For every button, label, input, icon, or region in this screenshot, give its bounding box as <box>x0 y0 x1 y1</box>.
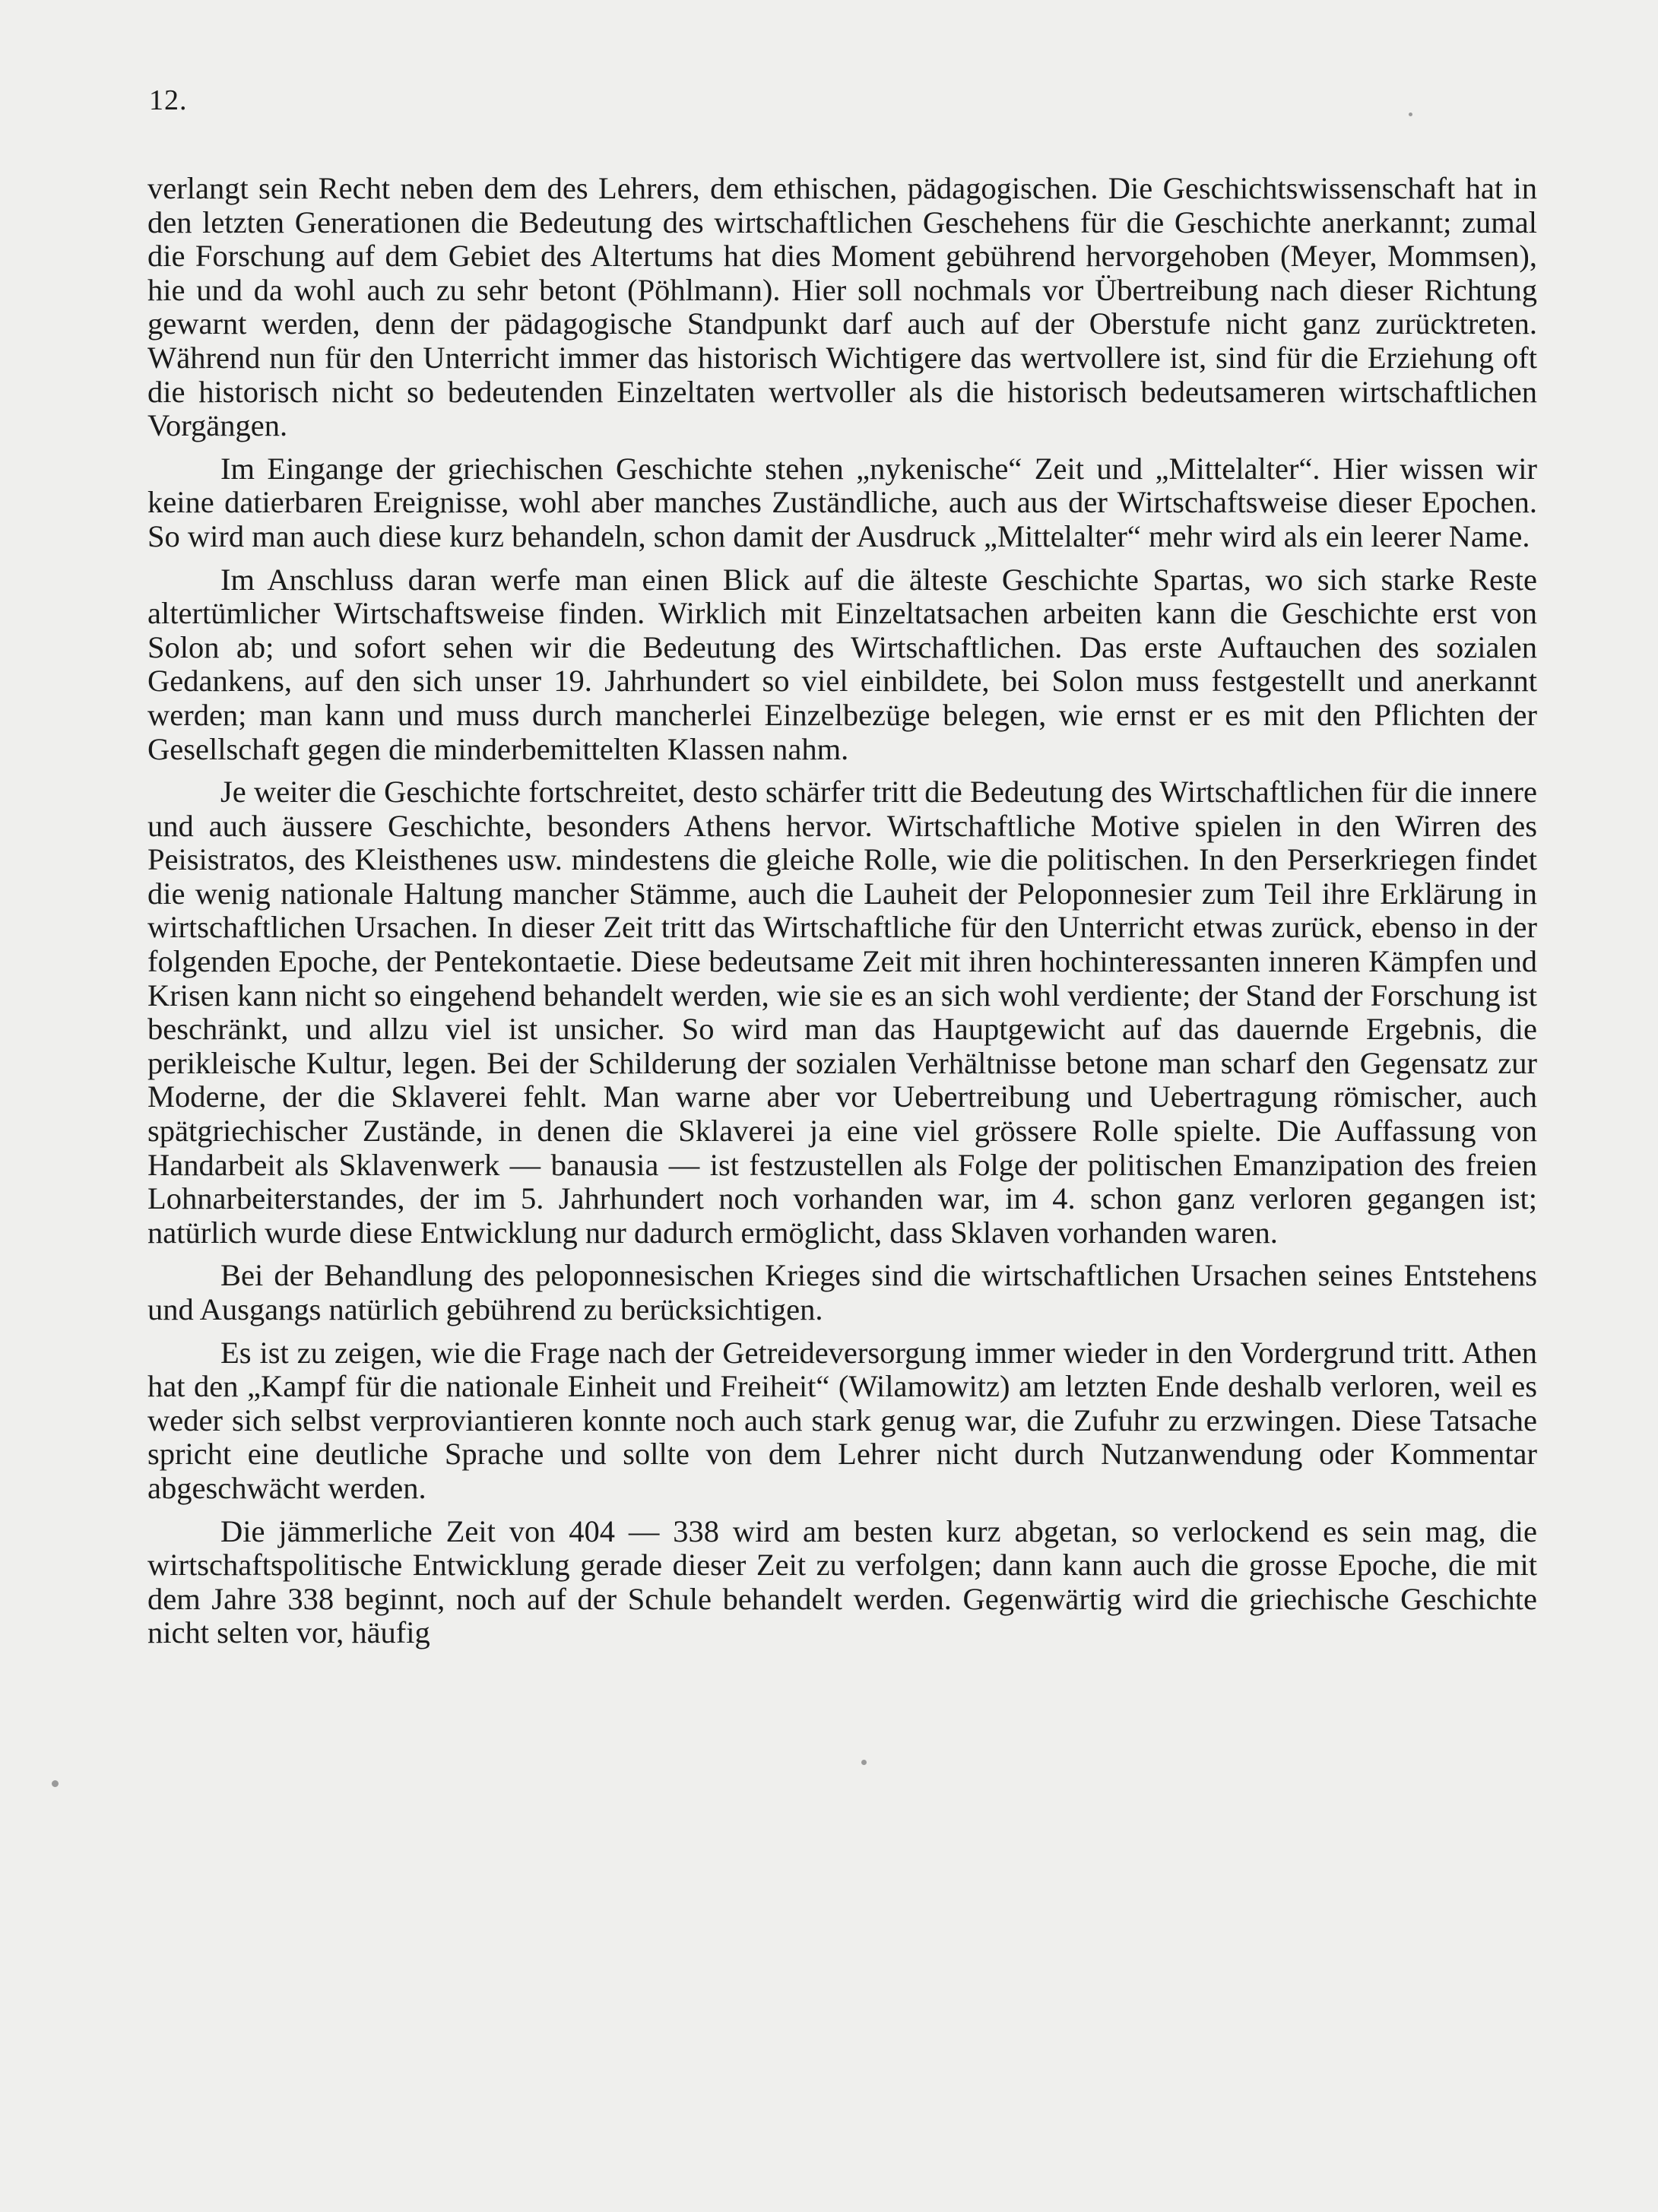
paragraph-1: verlangt sein Recht neben dem des Lehrers, dem ethischen, pädagogischen. Die Geschichtswissenschaft hat in den letzten Generationen die Bedeutung des wirtschaftlichen Geschehens für die Geschichte anerkannt; zumal die Forschung auf dem Gebiet des Altertums hat dies Moment gebührend hervorgehoben (Meyer, Mommsen), hie und da wohl auch zu sehr betont (Pöhlmann). Hier soll nochmals vor Übertreibung nach dieser Richtung gewarnt werden, denn der pädagogische Standpunkt darf auch auf der Oberstufe nicht ganz zurücktreten. Während nun für den Unterricht immer das historisch Wichtigere das wertvollere ist, sind für die Erziehung oft die historisch nicht so bedeutenden Einzeltaten wertvoller als die historisch bedeutsameren wirtschaftlichen Vorgängen. <box>147 171 1537 443</box>
paragraph-7: Die jämmerliche Zeit von 404 — 338 wird am besten kurz abgetan, so verlockend es sein mag, die wirtschaftspolitische Entwicklung gerade dieser Zeit zu verfolgen; dann kann auch die grosse Epoche, die mit dem Jahre 338 beginnt, noch auf der Schule behandelt werden. Gegenwärtig wird die griechische Geschichte nicht selten vor, häufig <box>147 1513 1537 1650</box>
paper-speck <box>1409 113 1412 116</box>
paragraph-5: Bei der Behandlung des peloponnesischen Krieges sind die wirtschaftlichen Ursachen seines Entstehens und Ausgangs natürlich gebührend zu berücksichtigen. <box>147 1258 1537 1326</box>
paper-speck <box>52 1780 59 1787</box>
paragraph-4: Je weiter die Geschichte fortschreitet, desto schärfer tritt die Bedeutung des Wirtschaftlichen für die innere und auch äussere Geschichte, besonders Athens hervor. Wirtschaftliche Motive spielen in den Wirren des Peisistratos, des Kleisthenes usw. mindestens die gleiche Rolle, wie die politischen. In den Perserkriegen findet die wenig nationale Haltung mancher Stämme, auch die Lauheit der Peloponnesier zum Teil ihre Erklärung in wirtschaftlichen Ursachen. In dieser Zeit tritt das Wirtschaftliche für den Unterricht etwas zurück, ebenso in der folgenden Epoche, der Pentekontaetie. Diese bedeutsame Zeit mit ihren hochinteressanten inneren Kämpfen und Krisen kann nicht so eingehend behandelt werden, wie sie es an sich wohl verdiente; der Stand der Forschung ist beschränkt, und allzu viel ist unsicher. So wird man das Hauptgewicht auf das dauernde Ergebnis, die perikleische Kultur, legen. Bei der Schilderung der sozialen Verhältnisse betone man scharf den Gegensatz zur Moderne, der die Sklaverei fehlt. Man warne aber vor Uebertreibung und Uebertragung römischer, auch spätgriechischer Zustände, in denen die Sklaverei ja eine viel grössere Rolle spielte. Die Auffassung von Handarbeit als Sklavenwerk — banausia — ist festzustellen als Folge der politischen Emanzipation des freien Lohnarbeiterstandes, der im 5. Jahrhundert noch vorhanden war, im 4. schon ganz verloren gegangen ist; natürlich wurde diese Entwicklung nur dadurch ermöglicht, dass Sklaven vorhanden waren. <box>147 775 1537 1250</box>
paragraph-2: Im Eingange der griechischen Geschichte stehen „nykenische“ Zeit und „Mittelalter“. Hier wissen wir keine datierbaren Ereignisse, wohl aber manches Zuständliche, auch aus der Wirtschaftsweise dieser Epochen. So wird man auch diese kurz behandeln, schon damit der Ausdruck „Mittelalter“ mehr wird als ein leerer Name. <box>147 451 1537 553</box>
paragraph-6: Es ist zu zeigen, wie die Frage nach der Getreideversorgung immer wieder in den Vordergrund tritt. Athen hat den „Kampf für die nationale Einheit und Freiheit“ (Wilamowitz) am letzten Ende deshalb verloren, weil es weder sich selbst verproviantieren konnte noch auch stark genug war, die Zufuhr zu erzwingen. Diese Tatsache spricht eine deutliche Sprache und sollte von dem Lehrer nicht durch Nutzanwendung oder Kommentar abgeschwächt werden. <box>147 1335 1537 1505</box>
paragraph-3: Im Anschluss daran werfe man einen Blick auf die älteste Geschichte Spartas, wo sich starke Reste altertümlicher Wirtschaftsweise finden. Wirklich mit Einzeltatsachen arbeiten kann die Geschichte erst von Solon ab; und sofort sehen wir die Bedeutung des Wirtschaftlichen. Das erste Auftauchen des sozialen Gedankens, auf den sich unser 19. Jahrhundert so viel einbildete, bei Solon muss festgestellt und anerkannt werden; man kann und muss durch mancherlei Einzelbezüge belegen, wie ernst er es mit den Pflichten der Gesellschaft gegen die minderbemittelten Klassen nahm. <box>147 562 1537 766</box>
body-text <box>147 172 1537 1659</box>
paper-speck <box>861 1760 867 1765</box>
page-number: 12. <box>149 84 188 116</box>
